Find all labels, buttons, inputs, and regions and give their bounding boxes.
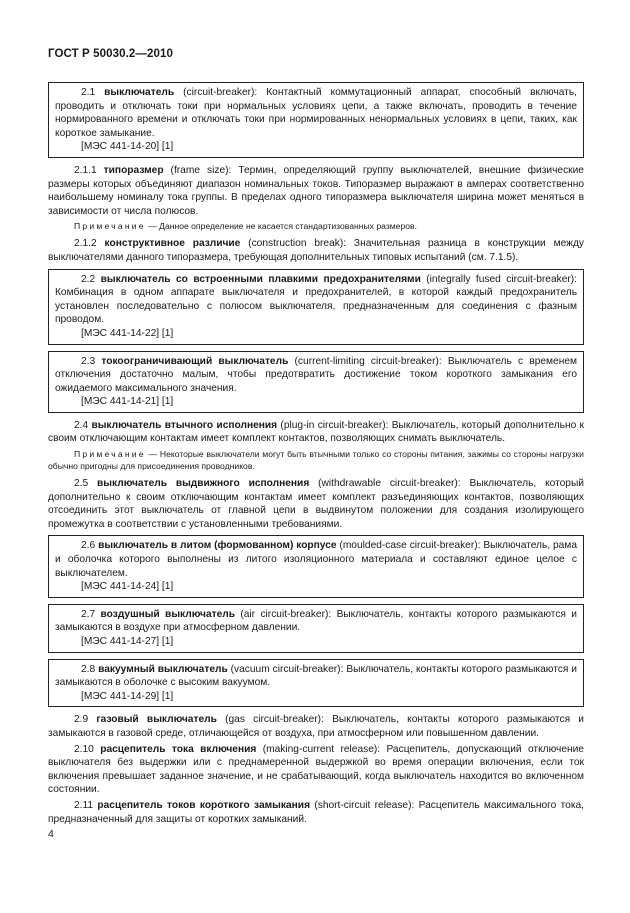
clause-number: 2.4: [74, 419, 89, 431]
note-text: — Данное определение не касается стандартизованных размеров.: [145, 221, 417, 232]
clause-number: 2.3: [81, 355, 96, 367]
source-reference: [МЭС 441-14-27] [1]: [81, 636, 174, 647]
definition-text: (frame size): Термин, определяющий группу выключателей, внешние физические размеры которых объединяют диапазон номинальных токов. Типоразмер выражают в амперах соответственно наибольшему номиналу тока группы. В пределах одного типоразмера выключателя ширина может меняться в зависимости от числа полюсов.: [48, 164, 584, 217]
definition-text: (vacuum circuit-breaker): Выключатель, контакты которого размыкаются и замыкаются в оболочке с высоким вакуумом.: [55, 663, 577, 689]
term: расцепитель тока включения: [100, 743, 257, 755]
note-text: — Некоторые выключатели могут быть втычными только со стороны питания, зажимы со стороны нагрузки обычно пригодны для присоединения проводников.: [48, 449, 584, 472]
clause-number: 2.1: [81, 87, 96, 98]
term: конструктивное различие: [104, 238, 241, 250]
definition-paragraph: [48, 713, 584, 740]
clause-number: 2.10: [74, 743, 94, 755]
definition-text: (moulded-case circuit-breaker): Выключатель, рама и оболочка которого выполнены из литого изоляционного материала и составляют единое целое с выключателем.: [55, 540, 577, 579]
clause-number: 2.1.2: [74, 238, 97, 250]
term: расцепитель токов короткого замыкания: [97, 799, 311, 811]
clause-number: 2.9: [74, 714, 89, 726]
definition-paragraph: [55, 608, 577, 635]
term: газовый выключатель: [96, 714, 217, 726]
definition-paragraph: [55, 539, 577, 580]
term: типоразмер: [103, 164, 164, 176]
clause-number: 2.11: [74, 799, 94, 811]
definition-text: (integrally fused circuit-breaker): Комбинация в одном аппарате выключателя и предохранителей, в которой каждый предохранитель установлен последовательно с полюсом выключателя, предназначенным для соединения с фазным проводом.: [55, 273, 577, 326]
definition-paragraph: [48, 743, 584, 797]
definition-box-2-8: [48, 659, 584, 708]
definition-paragraph: [48, 799, 584, 826]
note-label: Примечание: [74, 221, 146, 232]
term: токоограничивающий выключатель: [101, 355, 289, 367]
definition-text: (air circuit-breaker): Выключатель, контакты которого размыкаются и замыкаются в воздухе при атмосферном давлении.: [55, 608, 577, 634]
term: воздушный выключатель: [100, 608, 235, 620]
source-reference: [МЭС 441-14-20] [1]: [81, 141, 174, 153]
document-body: [48, 78, 584, 828]
note-label: Примечание: [74, 449, 146, 460]
note: [48, 220, 584, 232]
definition-box-2-3: [48, 351, 584, 413]
definition-text: (circuit-breaker): Контактный коммутационный аппарат, способный включать, проводить и отключать токи при нормальных условиях цепи, а также включать, проводить в течение нормированного времени и отключать токи при нормированных ненормальных условиях в цепи, таких, как короткое замыкание.: [55, 87, 577, 139]
source-reference: [МЭС 441-14-29] [1]: [81, 690, 174, 702]
clause-number: 2.1.1: [74, 164, 97, 176]
definition-paragraph: [55, 86, 577, 140]
term: выключатель втычного исполнения: [91, 419, 278, 431]
clause-number: 2.7: [81, 608, 96, 620]
source-reference: [МЭС 441-14-21] [1]: [81, 396, 174, 408]
definition-paragraph: [55, 273, 577, 327]
definition-text: (short-circuit release): Расцепитель максимального тока, предназначенный для защиты от коротких замыканий.: [48, 799, 584, 825]
document-header: ГОСТ Р 50030.2—2010: [48, 48, 173, 60]
clause-number: 2.6: [81, 540, 96, 552]
definition-text: (current-limiting circuit-breaker): Выключатель с временем отключения достаточно малым, чтобы предотвратить достижение током короткого замыкания его ожидаемого максимального значения.: [55, 355, 577, 394]
clause-number: 2.8: [81, 663, 96, 675]
definition-paragraph: [55, 663, 577, 690]
term: выключатель со встроенными плавкими предохранителями: [100, 273, 421, 285]
definition-text: (construction break): Значительная разница в конструкции между выключателями данного типоразмера, требующая дополнительных типовых испытаний (см. 7.1.5).: [48, 238, 584, 263]
definition-box-2-2: [48, 269, 584, 345]
term: выключатель выдвижного исполнения: [97, 478, 310, 490]
note: [48, 448, 584, 472]
clause-number: 2.2: [81, 273, 96, 285]
definition-text: (making-current release): Расцепитель, допускающий отключение выключателя без выдержки или с преднамеренной выдержкой во время операции включения, если ток включения превышает заданное значение, и не срабатывающий, когда выключатель находится во включенном состоянии.: [48, 743, 584, 796]
term: выключатель в литом (формованном) корпусе: [98, 540, 337, 552]
definition-paragraph: [48, 237, 584, 264]
definition-text: (withdrawable circuit-breaker): Выключатель, который дополнительно к своим отключающим контактам имеет комплект разъединяющих контактов, позволяющих отсоединить этот выключатель от главной цепи в выдвинутом положении для создания изолирующего промежутка в соответствии с установленными требованиями.: [48, 478, 584, 530]
definition-box-2-1: [48, 82, 584, 158]
definition-text: (gas circuit-breaker): Выключатель, контакты которого размыкаются и замыкаются в газовой среде, отличающейся от воздуха, при атмосферном или повышенном давлении.: [48, 714, 584, 739]
term: вакуумный выключатель: [98, 663, 228, 675]
term: выключатель: [104, 87, 175, 98]
definition-box-2-7: [48, 604, 584, 653]
definition-paragraph: [48, 477, 584, 531]
definition-paragraph: [55, 355, 577, 396]
page-number: 4: [48, 828, 54, 840]
definition-text: (plug-in circuit-breaker): Выключатель, который дополнительно к своим отключающим контактам имеет комплект контактов, позволяющих снимать выключатель.: [48, 419, 584, 445]
definition-paragraph: [48, 419, 584, 446]
source-reference: [МЭС 441-14-24] [1]: [81, 581, 174, 593]
clause-number: 2.5: [74, 478, 89, 490]
definition-paragraph: [48, 164, 584, 218]
definition-box-2-6: [48, 535, 584, 597]
source-reference: [МЭС 441-14-22] [1]: [81, 327, 174, 339]
